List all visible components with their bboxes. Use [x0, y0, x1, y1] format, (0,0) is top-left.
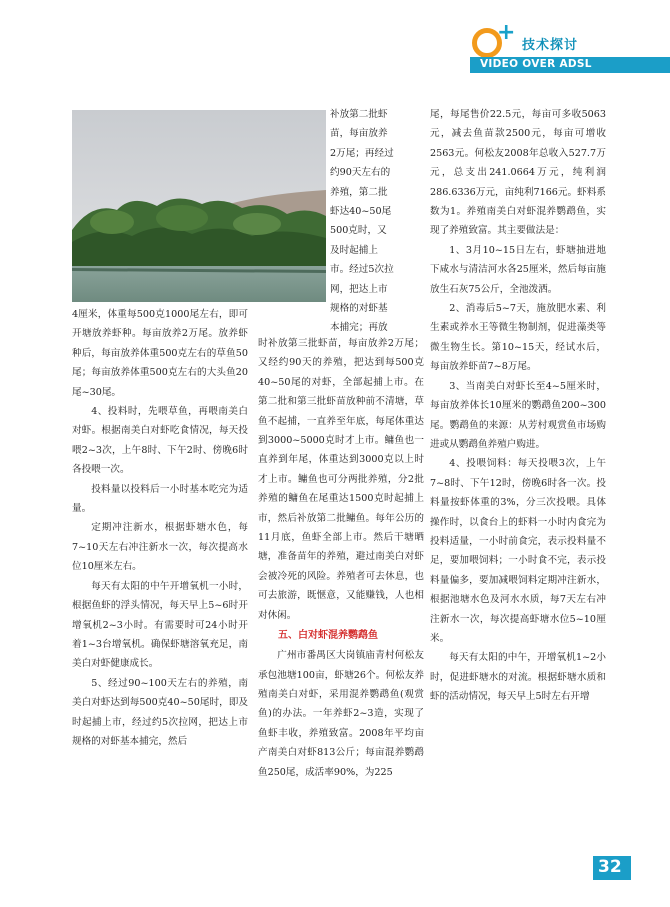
text-line: 网，把达上市	[330, 283, 388, 295]
paragraph: 每天有太阳的中午开增氧机一小时，根据鱼虾的浮头情况，每天早上5~6时开增氧机2~3小时。有需要时可24小时开着1~3台增氧机。确保虾塘溶氧充足，南美白对虾健康成长。	[72, 580, 248, 670]
column-3	[430, 105, 606, 707]
page-number: 32	[598, 857, 622, 877]
mangrove-photo-image	[72, 110, 326, 302]
paragraph: 4、投料时，先喂草鱼，再喂南美白对虾。根据南美白对虾吃食情况，每天投喂2~3次，上午8时、下午2时、傍晚6时各投喂一次。	[72, 406, 248, 476]
text-line: 及时起捕上	[330, 244, 378, 256]
text-line: 虾达40~50尾	[330, 206, 392, 218]
paragraph: 时补放第三批虾苗，每亩放养2万尾；又经约90天的养殖，把达到每500克40~50尾的对虾，全部起捕上市。在第二批和第三批虾苗放种前不清塘，草鱼不起捕，一直养至年底，每尾体重达到3000~5000克时才上市。鳙鱼也一直养到年尾，体重达到3000克以上时才上市。鳙鱼也可分两批养殖，分2批养殖的鳙鱼在尾重达1500克时起捕上市，然后补放第二批鳙鱼。每年公历的11月底，鱼虾全部上市。然后干塘晒塘，准备苗年的养殖，避过南美白对虾会被冷死的风险。养殖者可去休息，也可去旅游，既惬意，又能赚钱，人也相对休闲。	[258, 338, 424, 621]
text-line: 500克时，又	[330, 225, 387, 237]
section-title: 技术探讨	[522, 38, 579, 53]
text-line: 养殖，第二批	[330, 186, 388, 198]
column-2	[258, 334, 424, 782]
text-line: 2万尾；再经过	[330, 147, 394, 159]
paragraph: 4、投喂饲料：每天投喂3次，上午7~8时、下午12时，傍晚6时各一次。投料量按虾体重的3%，分三次投喂。具体操作时，以食台上的虾料一小时内食完为投料适量，一小时前食完，表示投料量不足，要加喂饲料；一小时食不完，表示投料量偏多，要加减喂饲料定期冲注新水，根据池塘水色及河水水质，每7天左右冲注新水一次，每次提高虾塘水位5~10厘米。	[430, 458, 606, 644]
paragraph: 广州市番禺区大岗镇庙青村何松友承包池塘100亩，虾塘26个。何松友养殖南美白对虾，采用混养鹦鹉鱼(观赏鱼)的办法。一年养虾2~3造，实现了鱼虾丰收，养殖致富。2008年平均亩产南美白对虾813公斤；每亩混养鹦鹉鱼250尾，成活率90%，为225	[258, 650, 424, 778]
text-line: 补放第二批虾	[330, 109, 388, 120]
column-1	[72, 305, 248, 751]
paragraph: 每天有太阳的中午，开增氧机1~2小时，促进虾塘水的对流。根据虾塘水质和虾的活动情况，每天早上5时左右开增	[430, 652, 606, 703]
paragraph: 尾，每尾售价22.5元，每亩可多收5063元，减去鱼苗款2500元，每亩可增收2563元。何松友2008年总收入527.7万元，总支出241.0664万元，纯利润286.6336万元，亩纯利7166元。虾料系数为1。养殖南美白对虾混养鹦鹉鱼，实现了养殖致富。其主要做法是：	[430, 109, 606, 237]
text-line: 本捕完；再放	[330, 322, 388, 334]
masthead	[460, 20, 670, 80]
text-line: 规格的对虾基	[330, 303, 388, 315]
text-line: 市。经过5次拉	[330, 264, 394, 276]
mangrove-photo	[72, 110, 326, 302]
paragraph: 投料量以投料后一小时基本吃完为适量。	[72, 483, 248, 515]
section-subtitle: VIDEO OVER ADSL	[480, 58, 592, 70]
paragraph: 2、消毒后5~7天，施放肥水素、利生素或养水王等微生物制剂，促进藻类等微生物生长。第10~15天，经试水后，每亩放养虾苗7~8万尾。	[430, 303, 606, 373]
paragraph: 定期冲注新水，根据虾塘水色，每7~10天左右冲注新水一次，每次提高水位10厘米左右。	[72, 522, 248, 573]
text-line: 苗，每亩放养	[330, 128, 388, 140]
column-1-top	[330, 105, 418, 338]
paragraph: 3、当南美白对虾长至4~5厘米时，每亩放养体长10厘米的鹦鹉鱼200~300尾。鹦鹉鱼的来源：从芳村观赏鱼市场购进或从鹦鹉鱼养殖户购进。	[430, 380, 606, 450]
text-line: 约90天左右的	[330, 167, 391, 179]
paragraph: 4厘米，体重每500克1000尾左右，即可开塘放养虾种。每亩放养2万尾。放养虾种后，每亩放养体重500克左右的草鱼50尾；每亩放养体重500克左右的大头鱼20尾~30尾。	[72, 309, 248, 398]
paragraph: 5、经过90~100天左右的养殖，南美白对虾达到每500克40~50尾时，即及时起捕上市，经过约5次拉网，把达上市规格的对虾基本捕完，然后	[72, 677, 248, 747]
paragraph: 1、3月10~15日左右，虾塘抽进地下咸水与清洁河水各25厘米，然后每亩施放生石灰75公斤，全池泼洒。	[430, 244, 606, 295]
section-heading: 五、白对虾混养鹦鹉鱼	[278, 630, 378, 642]
logo-plus-icon: +	[497, 20, 516, 45]
